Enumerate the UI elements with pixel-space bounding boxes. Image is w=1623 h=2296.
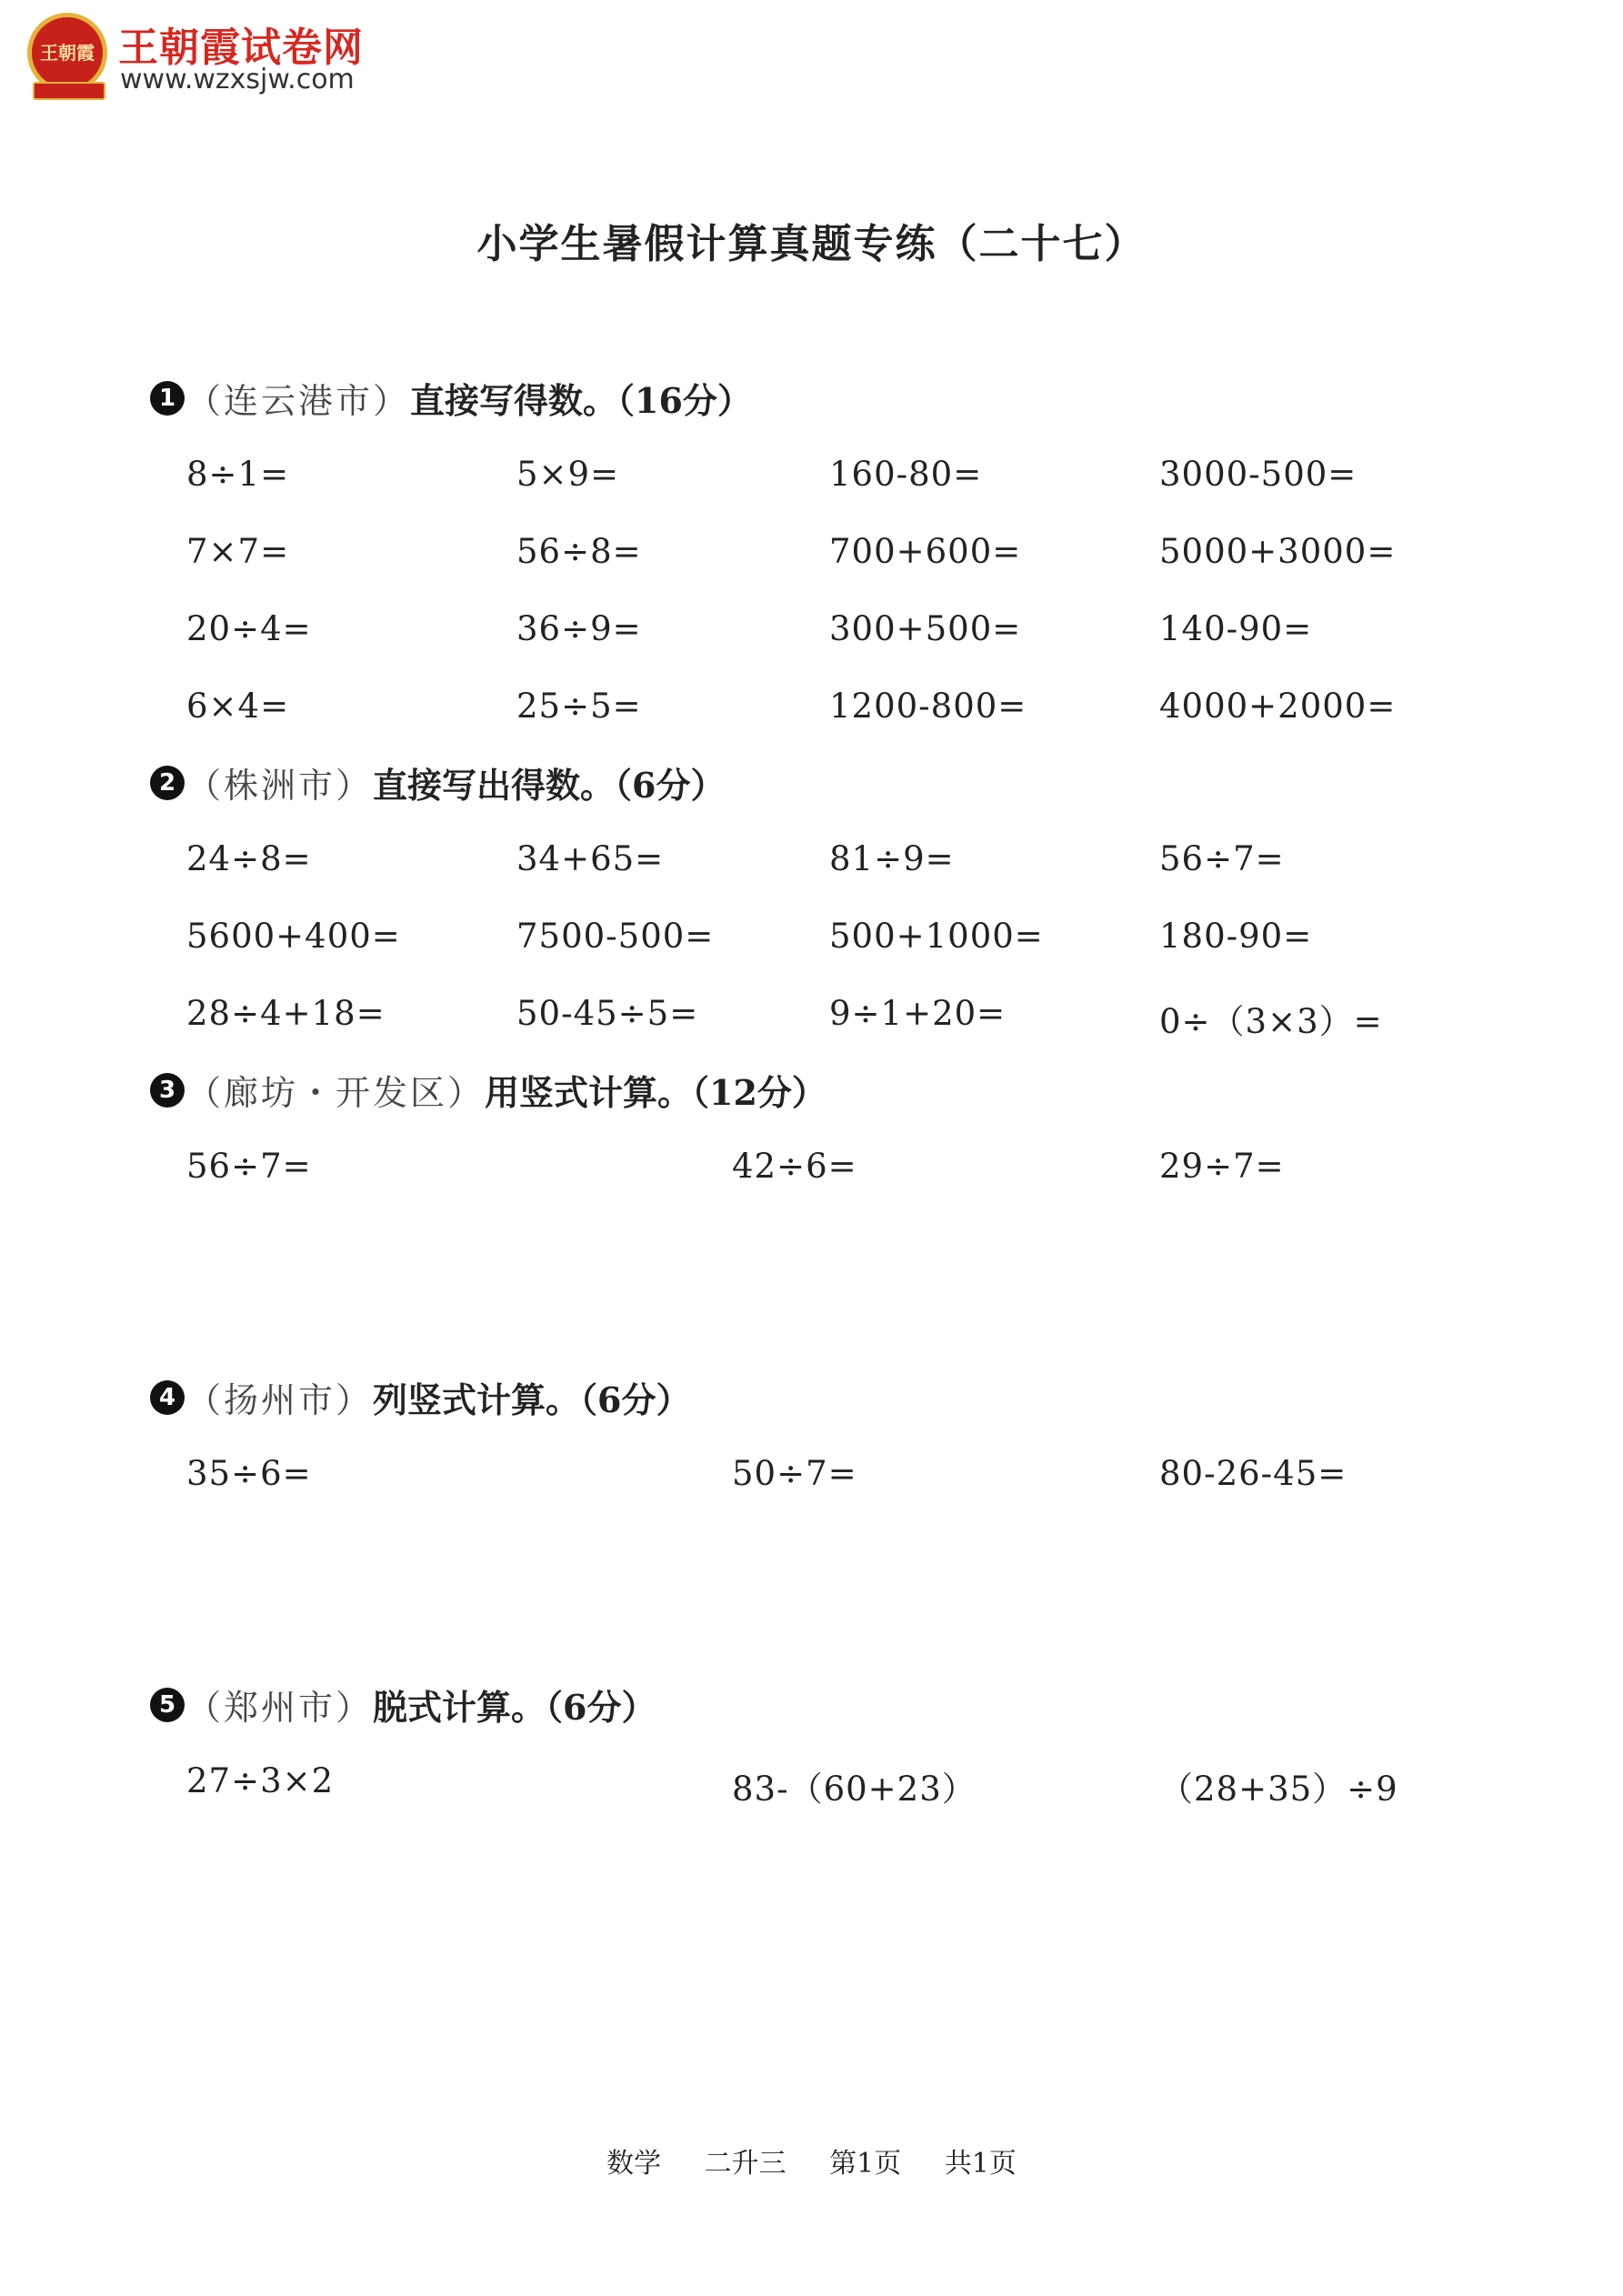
problem: 0÷（3×3）=: [1159, 1002, 1383, 1041]
section-4-heading: [150, 1372, 690, 1422]
problem: 700+600=: [829, 532, 1022, 571]
section-instruction: 列竖式计算。（6分）: [373, 1379, 691, 1420]
problem: 180-90=: [1159, 917, 1313, 956]
section-3-heading: [150, 1065, 827, 1115]
problem-row: [0, 455, 1623, 500]
problem: 4000+2000=: [1159, 687, 1397, 726]
problem: 25÷5=: [516, 687, 642, 726]
problem-row: [0, 1761, 1623, 1807]
section-number-badge: 5: [150, 1688, 185, 1722]
problem: 56÷7=: [1159, 839, 1285, 878]
problem: 81÷9=: [829, 839, 955, 878]
problem: 83-（60+23）: [732, 1770, 977, 1809]
problem: 1200-800=: [829, 687, 1027, 726]
section-instruction: 直接写出得数。（6分）: [373, 765, 726, 806]
problem: 5000+3000=: [1159, 532, 1397, 571]
problem: 140-90=: [1159, 609, 1313, 648]
section-number-badge: 1: [150, 381, 185, 416]
footer-subject: 数学: [606, 2148, 662, 2180]
problem: 42÷6=: [732, 1147, 857, 1186]
section-source: （连云港市）: [186, 381, 411, 421]
brand-name: 王朝霞试卷网: [118, 25, 364, 71]
page-footer: [0, 2141, 1623, 2181]
problem: 29÷7=: [1159, 1147, 1285, 1186]
section-source: （郑州市）: [186, 1688, 374, 1728]
section-instruction: 用竖式计算。（12分）: [485, 1072, 827, 1113]
problem-row: [0, 994, 1623, 1039]
problem: 24÷8=: [186, 839, 312, 878]
problem: 160-80=: [829, 455, 983, 494]
problem: 7500-500=: [516, 917, 715, 956]
problem-row: [0, 917, 1623, 962]
problem: 8÷1=: [186, 455, 290, 494]
section-5-heading: [150, 1679, 656, 1730]
problem: 500+1000=: [829, 917, 1044, 956]
problem: 80-26-45=: [1159, 1454, 1347, 1493]
brand-url: www.wzxsjw.com: [120, 64, 355, 95]
section-instruction: 脱式计算。（6分）: [373, 1687, 656, 1728]
section-instruction: 直接写得数。（16分）: [410, 380, 752, 421]
problem: 56÷8=: [516, 532, 642, 571]
footer-page-number: 第1页: [829, 2148, 902, 2180]
problem: 28÷4+18=: [186, 994, 386, 1033]
section-2-heading: [150, 757, 725, 807]
problem: 34+65=: [516, 839, 665, 878]
problem: 5×9=: [516, 455, 620, 494]
problem-row: [0, 839, 1623, 885]
problem: （28+35）÷9: [1159, 1770, 1398, 1809]
footer-total-pages: 共1页: [944, 2148, 1017, 2180]
problem: 36÷9=: [516, 609, 642, 648]
problem: 300+500=: [829, 609, 1022, 648]
page-title: 小学生暑假计算真题专练（二十七）: [476, 221, 1147, 267]
seal-icon: 王朝霞: [27, 13, 107, 93]
section-source: （扬州市）: [186, 1380, 374, 1420]
ribbon-icon: [33, 82, 105, 100]
problem: 50-45÷5=: [516, 994, 699, 1033]
problem-row: [0, 687, 1623, 732]
problem: 5600+400=: [186, 917, 401, 956]
problem-row: [0, 1147, 1623, 1192]
problem-row: [0, 532, 1623, 577]
section-source: （廊坊・开发区）: [186, 1073, 486, 1113]
section-source: （株洲市）: [186, 766, 374, 806]
section-number-badge: 2: [150, 766, 185, 800]
problem: 20÷4=: [186, 609, 312, 648]
section-number-badge: 3: [150, 1073, 185, 1108]
problem: 35÷6=: [186, 1454, 312, 1493]
section-number-badge: 4: [150, 1380, 185, 1415]
problem: 3000-500=: [1159, 455, 1358, 494]
section-1-heading: [150, 373, 752, 423]
problem: 50÷7=: [732, 1454, 857, 1493]
problem-row: [0, 609, 1623, 655]
problem: 6×4=: [186, 687, 290, 726]
problem-row: [0, 1454, 1623, 1499]
problem: 56÷7=: [186, 1147, 312, 1186]
problem: 9÷1+20=: [829, 994, 1007, 1033]
footer-grade: 二升三: [704, 2148, 786, 2180]
site-logo: [27, 13, 427, 104]
problem: 7×7=: [186, 532, 290, 571]
problem: 27÷3×2: [186, 1761, 335, 1800]
